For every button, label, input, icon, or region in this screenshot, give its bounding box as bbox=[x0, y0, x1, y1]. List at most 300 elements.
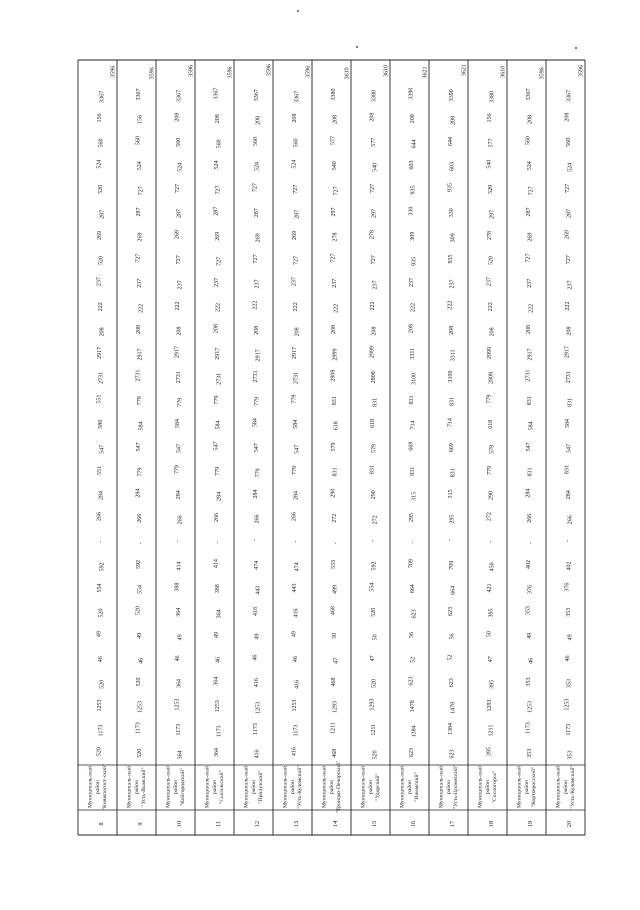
table-cell: 547 bbox=[136, 442, 143, 452]
table-cell: 2999 bbox=[487, 346, 494, 359]
table-cell: 269 bbox=[137, 232, 144, 242]
table-cell: 266 bbox=[214, 512, 221, 522]
table-cell: 56 bbox=[449, 633, 456, 640]
table-cell: 364 bbox=[214, 747, 221, 757]
table-cell: 2808 bbox=[370, 371, 377, 384]
table-cell: 222 bbox=[528, 303, 535, 313]
table-cell: 266 bbox=[291, 512, 298, 522]
table-cell: 49 bbox=[526, 632, 533, 639]
table-cell: 560 bbox=[565, 137, 572, 147]
table-cell: 779 bbox=[487, 465, 494, 475]
row-number: 13 bbox=[292, 820, 300, 828]
table-cell: 266 bbox=[254, 514, 261, 524]
table-cell: 2731 bbox=[293, 372, 300, 385]
table-cell: 560 bbox=[525, 136, 532, 146]
row-number: 10 bbox=[175, 820, 183, 828]
row-name-line: Муниципаль-ный bbox=[243, 765, 250, 809]
table-cell: 935 bbox=[448, 254, 455, 264]
table-cell: 364 bbox=[213, 676, 220, 686]
table-cell: 50 bbox=[331, 632, 338, 639]
table-cell: 540 bbox=[331, 161, 338, 171]
row-number: 16 bbox=[409, 820, 417, 828]
table-cell: 269 bbox=[97, 230, 104, 240]
table-cell: 1173 bbox=[98, 724, 105, 737]
table-cell: 779 bbox=[177, 397, 184, 407]
table-cell: 3311 bbox=[409, 347, 416, 360]
table-cell: 551 bbox=[96, 394, 103, 404]
table-cell: 315 bbox=[411, 491, 418, 501]
table-cell: 222 bbox=[487, 302, 494, 312]
table-cell: 208 bbox=[253, 325, 260, 335]
table-cell: 208 bbox=[174, 112, 181, 122]
table-cell: 266 bbox=[567, 515, 574, 525]
table-cell: 935 bbox=[410, 185, 417, 195]
table-cell: 547 bbox=[526, 442, 533, 452]
scan-speck bbox=[297, 10, 299, 12]
row-name bbox=[87, 764, 108, 811]
table-cell: 1211 bbox=[370, 723, 377, 736]
table-cell: 315 bbox=[448, 489, 455, 499]
table-cell: 2917 bbox=[564, 346, 571, 359]
row-name-line: район bbox=[562, 779, 569, 795]
table-cell: 547 bbox=[213, 441, 220, 451]
table-cell: 2731 bbox=[565, 371, 572, 384]
table-cell: 520 bbox=[136, 748, 143, 758]
table-cell: 3367 bbox=[176, 90, 183, 103]
table-cell: 156 bbox=[97, 113, 104, 123]
table-cell: 2731 bbox=[216, 372, 223, 385]
table-cell: 1173 bbox=[216, 725, 223, 738]
table-cell: 1253 bbox=[214, 700, 221, 713]
table-cell: 3390 bbox=[408, 87, 415, 100]
table-cell: 414 bbox=[213, 559, 220, 569]
table-cell: 577 bbox=[488, 138, 495, 148]
table-cell: 287 bbox=[253, 208, 260, 218]
table-cell: 2917 bbox=[137, 348, 144, 361]
table-cell: 560 bbox=[175, 137, 182, 147]
table-cell: 524 bbox=[526, 161, 533, 171]
table-cell: 49 bbox=[136, 632, 143, 639]
row-number: 8 bbox=[97, 822, 105, 826]
table-cell: 2999 bbox=[369, 346, 376, 359]
table-cell: 779 bbox=[137, 467, 144, 477]
table-cell: 237 bbox=[136, 278, 143, 288]
table-cell: 1253 bbox=[292, 699, 299, 712]
table-cell: 831 bbox=[527, 467, 534, 477]
table-cell: 2917 bbox=[255, 349, 262, 362]
table-cell: 669 bbox=[408, 441, 415, 451]
table-cell: 416 bbox=[253, 678, 260, 688]
row-name-line: район bbox=[367, 779, 374, 795]
table-cell: 237 bbox=[567, 280, 574, 290]
table-cell: 727 bbox=[135, 253, 142, 263]
table-cell: 237 bbox=[526, 278, 533, 288]
table-cell: 388 bbox=[214, 584, 221, 594]
row-name-line: Муниципаль-ный bbox=[516, 765, 523, 809]
table-cell: 727 bbox=[175, 183, 182, 193]
table-cell: - bbox=[410, 541, 417, 544]
table-cell: 237 bbox=[214, 277, 221, 287]
row-name-line: Муниципаль-ный bbox=[360, 765, 367, 809]
table-cell: 208 bbox=[409, 114, 416, 124]
table-cell: 50 bbox=[486, 631, 493, 638]
table-cell: - bbox=[138, 542, 145, 545]
row-name-line: Муниципаль-ный bbox=[399, 765, 406, 809]
row-name bbox=[516, 766, 537, 808]
scan-speck bbox=[356, 46, 358, 48]
table-cell: 295 bbox=[449, 514, 456, 524]
table-cell: 579 bbox=[371, 444, 378, 454]
table-cell: 222 bbox=[370, 301, 377, 311]
table-cell: 584 bbox=[138, 421, 145, 431]
row-name-line: район bbox=[484, 779, 491, 795]
table-cell: 474 bbox=[294, 562, 301, 572]
table-cell: 208 bbox=[213, 324, 220, 334]
table-cell: 2917 bbox=[214, 347, 221, 360]
table-cell: 3610 bbox=[344, 67, 351, 80]
table-cell: 831 bbox=[369, 465, 376, 475]
table-cell: 1173 bbox=[253, 723, 260, 735]
table-cell: 237 bbox=[177, 280, 184, 290]
table-cell: 551 bbox=[97, 465, 104, 475]
table-cell: 669 bbox=[448, 443, 455, 453]
table-cell: 3596 bbox=[578, 64, 585, 77]
table-cell: 49 bbox=[291, 631, 298, 638]
row-name-line: район bbox=[328, 779, 335, 795]
table-cell: 474 bbox=[253, 560, 260, 570]
table-cell: 554 bbox=[137, 585, 144, 595]
table-cell: 278 bbox=[487, 230, 494, 240]
table-cell: 3596 bbox=[305, 65, 312, 78]
table-cell: 560 bbox=[293, 138, 300, 148]
table-cell: 779 bbox=[292, 465, 299, 475]
table-cell: - bbox=[252, 539, 259, 542]
table-cell: 3367 bbox=[253, 89, 260, 102]
table-cell: 46 bbox=[175, 655, 182, 662]
table-cell: 623 bbox=[409, 747, 416, 757]
row-name bbox=[399, 766, 420, 808]
table-cell: 3100 bbox=[448, 370, 455, 383]
table-cell: 284 bbox=[293, 491, 300, 501]
table-cell: 623 bbox=[448, 678, 455, 688]
table-cell: 727 bbox=[175, 255, 182, 265]
table-cell: 1253 bbox=[137, 701, 144, 714]
table-cell: 290 bbox=[330, 488, 337, 498]
table-cell: 831 bbox=[564, 465, 571, 475]
table-cell: 416 bbox=[253, 606, 260, 616]
table-cell: 520 bbox=[371, 679, 378, 689]
table-cell: 3367 bbox=[136, 88, 143, 101]
table-cell: 272 bbox=[372, 515, 379, 525]
table-cell: 1253 bbox=[564, 698, 571, 711]
table-cell: 727 bbox=[293, 256, 300, 266]
table-cell: 208 bbox=[292, 113, 299, 123]
table-cell: 618 bbox=[370, 418, 377, 428]
table-cell: 269 bbox=[214, 231, 221, 241]
table-cell: - bbox=[528, 542, 535, 545]
table-cell: 208 bbox=[294, 327, 301, 337]
table-cell: 623 bbox=[411, 609, 418, 619]
table-cell: 287 bbox=[99, 209, 106, 219]
table-cell: 584 bbox=[252, 418, 259, 428]
table-cell: 237 bbox=[254, 279, 261, 289]
table-cell: 3380 bbox=[489, 90, 496, 103]
row-name-line: район bbox=[250, 779, 257, 795]
table-cell: 208 bbox=[331, 324, 338, 334]
row-name-line: район bbox=[172, 779, 179, 795]
table-cell: - bbox=[447, 539, 454, 542]
table-cell: - bbox=[175, 539, 182, 542]
table-cell: 443 bbox=[255, 585, 262, 595]
table-cell: 1211 bbox=[488, 724, 495, 737]
table-cell: 554 bbox=[369, 582, 376, 592]
table-cell: 269 bbox=[174, 230, 181, 240]
table-cell: 395 bbox=[489, 679, 496, 689]
table-cell: 46 bbox=[528, 657, 535, 664]
table-cell: 727 bbox=[565, 255, 572, 265]
table-cell: 3367 bbox=[294, 90, 301, 103]
table-cell: 47 bbox=[370, 655, 377, 662]
table-cell: 364 bbox=[176, 679, 183, 689]
table-cell: 222 bbox=[292, 302, 299, 312]
table-cell: 2917 bbox=[174, 346, 181, 359]
table-cell: 1253 bbox=[255, 701, 262, 714]
table-cell: 560 bbox=[216, 139, 223, 149]
table-cell: 47 bbox=[333, 657, 340, 664]
table-cell: 364 bbox=[177, 750, 184, 760]
table-cell: 208 bbox=[408, 324, 415, 334]
table-cell: 644 bbox=[448, 136, 455, 146]
table-cell: 935 bbox=[447, 183, 454, 193]
row-name bbox=[282, 765, 303, 808]
table-cell: - bbox=[487, 540, 494, 543]
table-cell: 586 bbox=[97, 419, 104, 429]
row-name-line: Муниципаль-ный bbox=[126, 765, 133, 809]
table-cell: 416 bbox=[294, 679, 301, 689]
table-cell: 208 bbox=[450, 115, 457, 125]
table-cell: 364 bbox=[175, 607, 182, 617]
table-cell: 560 bbox=[98, 138, 105, 148]
table-cell: 3367 bbox=[213, 87, 220, 100]
table-cell: 1173 bbox=[293, 724, 300, 737]
table-cell: 353 bbox=[526, 748, 533, 758]
table-cell: 222 bbox=[97, 302, 104, 312]
table-cell: 554 bbox=[97, 583, 104, 593]
table-cell: 416 bbox=[291, 747, 298, 757]
table-cell: 222 bbox=[175, 301, 182, 311]
table-cell: 727 bbox=[528, 186, 535, 196]
table-cell: 3390 bbox=[448, 89, 455, 102]
table-cell: 520 bbox=[99, 679, 106, 689]
table-cell: 208 bbox=[255, 115, 262, 125]
table-cell: 584 bbox=[565, 418, 572, 428]
table-cell: 3367 bbox=[566, 90, 573, 103]
table-cell: 1293 bbox=[332, 701, 339, 714]
table-cell: 269 bbox=[255, 233, 262, 243]
row-number: 9 bbox=[136, 822, 144, 826]
table-cell: 2731 bbox=[98, 372, 105, 385]
table-cell: 831 bbox=[449, 397, 456, 407]
table-cell: 584 bbox=[528, 421, 535, 431]
table-cell: 222 bbox=[252, 300, 259, 310]
table-cell: 2731 bbox=[135, 369, 142, 382]
table-cell: 3596 bbox=[266, 64, 273, 77]
table-cell: 395 bbox=[486, 747, 493, 757]
row-name-line: Муниципаль-ный bbox=[555, 765, 562, 809]
table-cell: 727 bbox=[138, 186, 145, 196]
table-cell: 709 bbox=[408, 559, 415, 569]
row-name-line: "Усть-Вымский" bbox=[140, 767, 147, 807]
table-cell: 1253 bbox=[174, 698, 181, 711]
table-cell: 520 bbox=[487, 184, 494, 194]
table-cell: 592 bbox=[136, 559, 143, 569]
table-cell: 290 bbox=[370, 490, 377, 500]
table-cell: 278 bbox=[369, 230, 376, 240]
table-cell: 284 bbox=[525, 488, 532, 498]
table-cell: 2999 bbox=[332, 348, 339, 361]
table-cell: 237 bbox=[409, 277, 416, 287]
table-cell: 222 bbox=[447, 300, 454, 310]
table-cell: 3367 bbox=[99, 90, 106, 103]
table-cell: 499 bbox=[332, 585, 339, 595]
table-cell: 222 bbox=[215, 303, 222, 313]
table-cell: 727 bbox=[216, 256, 223, 266]
table-cell: 560 bbox=[253, 136, 260, 146]
table-cell: 1384 bbox=[411, 725, 418, 738]
table-cell: 779 bbox=[174, 465, 181, 475]
table-cell: 1293 bbox=[487, 699, 494, 712]
table-cell: 208 bbox=[566, 326, 573, 336]
table-cell: - bbox=[292, 540, 299, 543]
row-name-line: "Усть-Куломский" bbox=[569, 765, 576, 809]
table-cell: 376 bbox=[564, 582, 571, 592]
table-cell: 46 bbox=[138, 657, 145, 664]
table-cell: 395 bbox=[488, 608, 495, 618]
table-cell: 237 bbox=[291, 277, 298, 287]
table-cell: 266 bbox=[526, 513, 533, 523]
table-cell: 644 bbox=[411, 139, 418, 149]
table-cell: 524 bbox=[567, 162, 574, 172]
row-name bbox=[243, 766, 264, 808]
table-cell: 376 bbox=[527, 585, 534, 595]
table-cell: 831 bbox=[332, 467, 339, 477]
table-cell: 208 bbox=[527, 115, 534, 125]
table-cell: 520 bbox=[98, 256, 105, 266]
table-cell: 3311 bbox=[450, 349, 457, 362]
table-cell: 520 bbox=[97, 184, 104, 194]
table-cell: 831 bbox=[526, 396, 533, 406]
table-cell: 208 bbox=[214, 114, 221, 124]
table-cell: 520 bbox=[372, 750, 379, 760]
table-cell: 579 bbox=[331, 442, 338, 452]
table-cell: 269 bbox=[527, 232, 534, 242]
table-cell: 592 bbox=[99, 562, 106, 572]
table-cell: 3610 bbox=[383, 64, 390, 77]
table-cell: 524 bbox=[254, 162, 261, 172]
row-number: 19 bbox=[526, 820, 534, 828]
row-name-line: район bbox=[133, 779, 140, 795]
table-cell: 208 bbox=[564, 112, 571, 122]
table-cell: 266 bbox=[96, 512, 103, 522]
table-cell: 520 bbox=[96, 747, 103, 757]
table-cell: 727 bbox=[565, 183, 572, 193]
row-name-line: "Княжпогост-ский" bbox=[101, 763, 108, 811]
table-cell: 592 bbox=[371, 561, 378, 571]
table-cell: 831 bbox=[372, 397, 379, 407]
table-cell: 3380 bbox=[331, 88, 338, 101]
row-name bbox=[555, 765, 576, 808]
table-cell: 1478 bbox=[450, 701, 457, 714]
table-cell: 278 bbox=[332, 232, 339, 242]
table-cell: 779 bbox=[136, 396, 143, 406]
table-cell: 46 bbox=[565, 655, 572, 662]
table-cell: 208 bbox=[176, 326, 183, 336]
row-name bbox=[126, 766, 147, 808]
row-name-line: Муниципаль-ный bbox=[204, 765, 211, 809]
table-cell: 3367 bbox=[526, 88, 533, 101]
table-cell: 388 bbox=[174, 582, 181, 592]
table-cell: 831 bbox=[409, 466, 416, 476]
table-cell: 208 bbox=[99, 327, 106, 337]
row-number: 18 bbox=[487, 820, 495, 828]
table-cell: 779 bbox=[486, 394, 493, 404]
table-cell: 208 bbox=[136, 324, 143, 334]
table-cell: 284 bbox=[216, 491, 223, 501]
table-cell: 237 bbox=[486, 277, 493, 287]
table-cell: 520 bbox=[136, 677, 143, 687]
table-cell: 287 bbox=[176, 209, 183, 219]
row-name-line: Муниципаль-ный bbox=[438, 765, 445, 809]
table-cell: 3621 bbox=[422, 66, 429, 79]
table-cell: 779 bbox=[214, 466, 221, 476]
table-cell: 727 bbox=[370, 255, 377, 265]
table-cell: 779 bbox=[254, 397, 261, 407]
row-name bbox=[477, 766, 498, 808]
table-cell: - bbox=[333, 542, 340, 545]
row-name-line: "Усть-Куломский" bbox=[296, 765, 303, 809]
table-cell: 297 bbox=[371, 209, 378, 219]
table-cell: 266 bbox=[136, 513, 143, 523]
table-cell: 714 bbox=[410, 420, 417, 430]
table-cell: 547 bbox=[294, 444, 301, 454]
table-cell: 3610 bbox=[500, 65, 507, 78]
table-cell: 284 bbox=[135, 488, 142, 498]
table-cell: 603 bbox=[449, 162, 456, 172]
table-cell: 603 bbox=[409, 160, 416, 170]
table-cell: 208 bbox=[526, 324, 533, 334]
row-name-line: район bbox=[523, 779, 530, 795]
table-cell: 831 bbox=[331, 396, 338, 406]
row-number: 11 bbox=[214, 820, 222, 828]
table-cell: 47 bbox=[487, 656, 494, 663]
table-cell: 156 bbox=[137, 115, 144, 125]
row-number: 12 bbox=[253, 820, 261, 828]
table-cell: 584 bbox=[215, 420, 222, 430]
row-name-line: "Прилузский" bbox=[257, 770, 264, 804]
table-cell: 2808 bbox=[488, 372, 495, 385]
row-name-line: "Троицко-Печорский" bbox=[335, 760, 342, 814]
table-cell: 295 bbox=[409, 512, 416, 522]
table-cell: 402 bbox=[526, 559, 533, 569]
table-cell: 3596 bbox=[188, 64, 195, 77]
table-cell: 468 bbox=[330, 606, 337, 616]
table-cell: 50 bbox=[372, 634, 379, 641]
table-cell: 520 bbox=[488, 256, 495, 266]
table-cell: 524 bbox=[177, 162, 184, 172]
table-cell: 284 bbox=[98, 491, 105, 501]
table-cell: 402 bbox=[566, 561, 573, 571]
row-number: 17 bbox=[448, 820, 456, 828]
